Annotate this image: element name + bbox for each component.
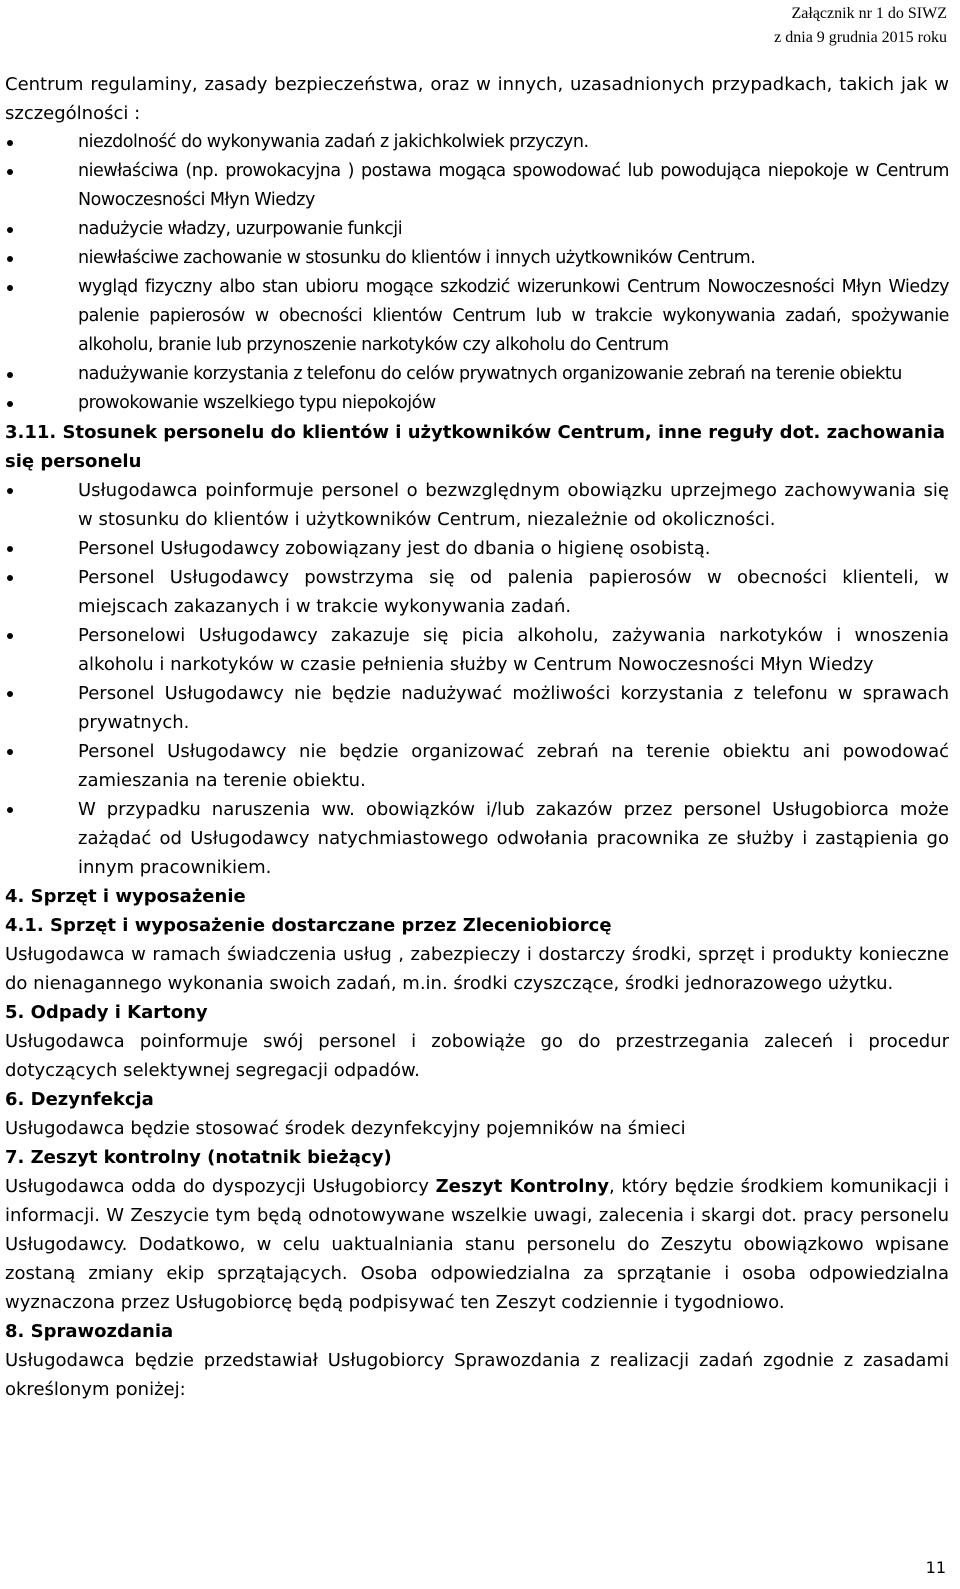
bullet-icon <box>7 749 13 755</box>
bullet-icon <box>7 807 13 813</box>
list-item-text: niewłaściwe zachowanie w stosunku do klientów i innych użytkowników Centrum. <box>78 248 756 268</box>
list-item-text: Personelowi Usługodawcy zakazuje się picia alkoholu, zażywania narkotyków i wnoszenia alkoholu i narkotyków w czasie pełnienia służby w Centrum Nowoczesności Młyn Wiedzy <box>78 625 949 675</box>
intro-paragraph: Centrum regulaminy, zasady bezpieczeństwa, oraz w innych, uzasadnionych przypadkach, takich jak w szczególności : <box>5 74 949 124</box>
list-item-text: W przypadku naruszenia ww. obowiązków i/lub zakazów przez personel Usługobiorca może zażądać od Usługodawcy natychmiastowego odwołania pracownika ze służby i zastąpienia go innym pracownikiem. <box>78 799 949 878</box>
list-item-text: Personel Usługodawcy powstrzyma się od palenia papierosów w obecności klienteli, w miejscach zakazanych i w trakcie wykonywania zadań. <box>78 567 949 617</box>
list-item-text: nadużycie władzy, uzurpowanie funkcji <box>78 219 403 239</box>
list-item <box>5 157 949 215</box>
bullet-icon <box>7 633 13 639</box>
list-item-text: Usługodawca poinformuje personel o bezwzględnym obowiązku uprzejmego zachowywania się w stosunku do klientów i użytkowników Centrum, niezależnie od okoliczności. <box>78 480 949 530</box>
list-item <box>5 360 949 389</box>
section-7-text-rest: , który będzie środkiem komunikacji i informacji. W Zeszycie tym będą odnotowywane wszelkie uwagi, zalecenia i skargi dot. pracy personelu Usługodawcy. Dodatkowo, w celu uaktualniania stanu personelu do Zeszytu obowiązkowo wpisane zostaną zmiany ekip sprzątających. Osoba odpowiedzialna za sprzątanie i osoba odpowiedzialna wyznaczona przez Usługobiorcę będą podpisywać ten Zeszyt codziennie i tygodniowo. <box>5 1176 949 1313</box>
section-5-text: Usługodawca poinformuje swój personel i zobowiąże go do przestrzegania zaleceń i procedur dotyczących selektywnej segregacji odpadów. <box>5 1031 949 1081</box>
personnel-rules-list <box>5 476 949 882</box>
list-item-text: prowokowanie wszelkiego typu niepokojów <box>78 393 436 413</box>
section-4-1-heading: 4.1. Sprzęt i wyposażenie dostarczane przez Zleceniobiorcę <box>5 915 612 936</box>
bullet-icon <box>7 691 13 697</box>
bullet-icon <box>7 140 13 146</box>
list-item-text: wygląd fizyczny albo stan ubioru mogące szkodzić wizerunkowi Centrum Nowoczesności Młyn Wiedzy palenie papierosów w obecności klientów Centrum lub w trakcie wykonywania zadań, spożywanie alkoholu, branie lub przynoszenie narkotyków czy alkoholu do Centrum <box>78 277 949 355</box>
bullet-icon <box>7 546 13 552</box>
section-4-heading: 4. Sprzęt i wyposażenie <box>5 886 246 907</box>
list-item-text: nadużywanie korzystania z telefonu do celów prywatnych organizowanie zebrań na terenie obiektu <box>78 364 902 384</box>
list-item <box>5 215 949 244</box>
document-body <box>5 70 949 1404</box>
list-item <box>5 563 949 621</box>
section-7-text-start: Usługodawca odda do dyspozycji Usługobiorcy <box>5 1176 436 1197</box>
page-header <box>774 2 947 50</box>
list-item <box>5 679 949 737</box>
bullet-icon <box>7 169 13 175</box>
list-item <box>5 534 949 563</box>
header-attachment: Załącznik nr 1 do SIWZ <box>791 5 947 22</box>
section-3-11-heading: 3.11. Stosunek personelu do klientów i użytkowników Centrum, inne reguły dot. zachowania się personelu <box>5 422 946 472</box>
bullet-icon <box>7 285 13 291</box>
section-6-text: Usługodawca będzie stosować środek dezynfekcyjny pojemników na śmieci <box>5 1118 686 1139</box>
list-item <box>5 737 949 795</box>
list-item <box>5 244 949 273</box>
list-item-text: niewłaściwa (np. prowokacyjna ) postawa mogąca spowodować lub powodująca niepokoje w Centrum Nowoczesności Młyn Wiedzy <box>78 161 949 210</box>
list-item-text: Personel Usługodawcy nie będzie organizować zebrań na terenie obiektu ani powodować zamieszania na terenie obiektu. <box>78 741 949 791</box>
list-item <box>5 389 949 418</box>
list-item-text: niezdolność do wykonywania zadań z jakichkolwiek przyczyn. <box>78 132 589 152</box>
header-date: z dnia 9 grudnia 2015 roku <box>774 29 947 46</box>
section-8-text: Usługodawca będzie przedstawiał Usługobiorcy Sprawozdania z realizacji zadań zgodnie z zasadami określonym poniżej: <box>5 1350 949 1400</box>
list-item-text: Personel Usługodawcy nie będzie nadużywać możliwości korzystania z telefonu w sprawach prywatnych. <box>78 683 949 733</box>
bullet-icon <box>7 575 13 581</box>
misconduct-list <box>5 128 949 418</box>
page-number: 11 <box>925 1558 946 1577</box>
list-item <box>5 476 949 534</box>
list-item <box>5 128 949 157</box>
bullet-icon <box>7 401 13 407</box>
section-6-heading: 6. Dezynfekcja <box>5 1089 154 1110</box>
bullet-icon <box>7 256 13 262</box>
section-7-text <box>5 1172 949 1317</box>
control-notebook-term: Zeszyt Kontrolny <box>435 1176 609 1197</box>
section-7-heading: 7. Zeszyt kontrolny (notatnik bieżący) <box>5 1147 392 1168</box>
list-item-text: Personel Usługodawcy zobowiązany jest do dbania o higienę osobistą. <box>78 538 711 559</box>
bullet-icon <box>7 372 13 378</box>
section-5-heading: 5. Odpady i Kartony <box>5 1002 208 1023</box>
bullet-icon <box>7 488 13 494</box>
list-item <box>5 621 949 679</box>
section-4-1-text: Usługodawca w ramach świadczenia usług , zabezpieczy i dostarczy środki, sprzęt i produkty konieczne do nienagannego wykonania swoich zadań, m.in. środki czyszczące, środki jednorazowego użytku. <box>5 944 949 994</box>
list-item <box>5 795 949 882</box>
section-8-heading: 8. Sprawozdania <box>5 1321 174 1342</box>
bullet-icon <box>7 227 13 233</box>
list-item <box>5 273 949 360</box>
